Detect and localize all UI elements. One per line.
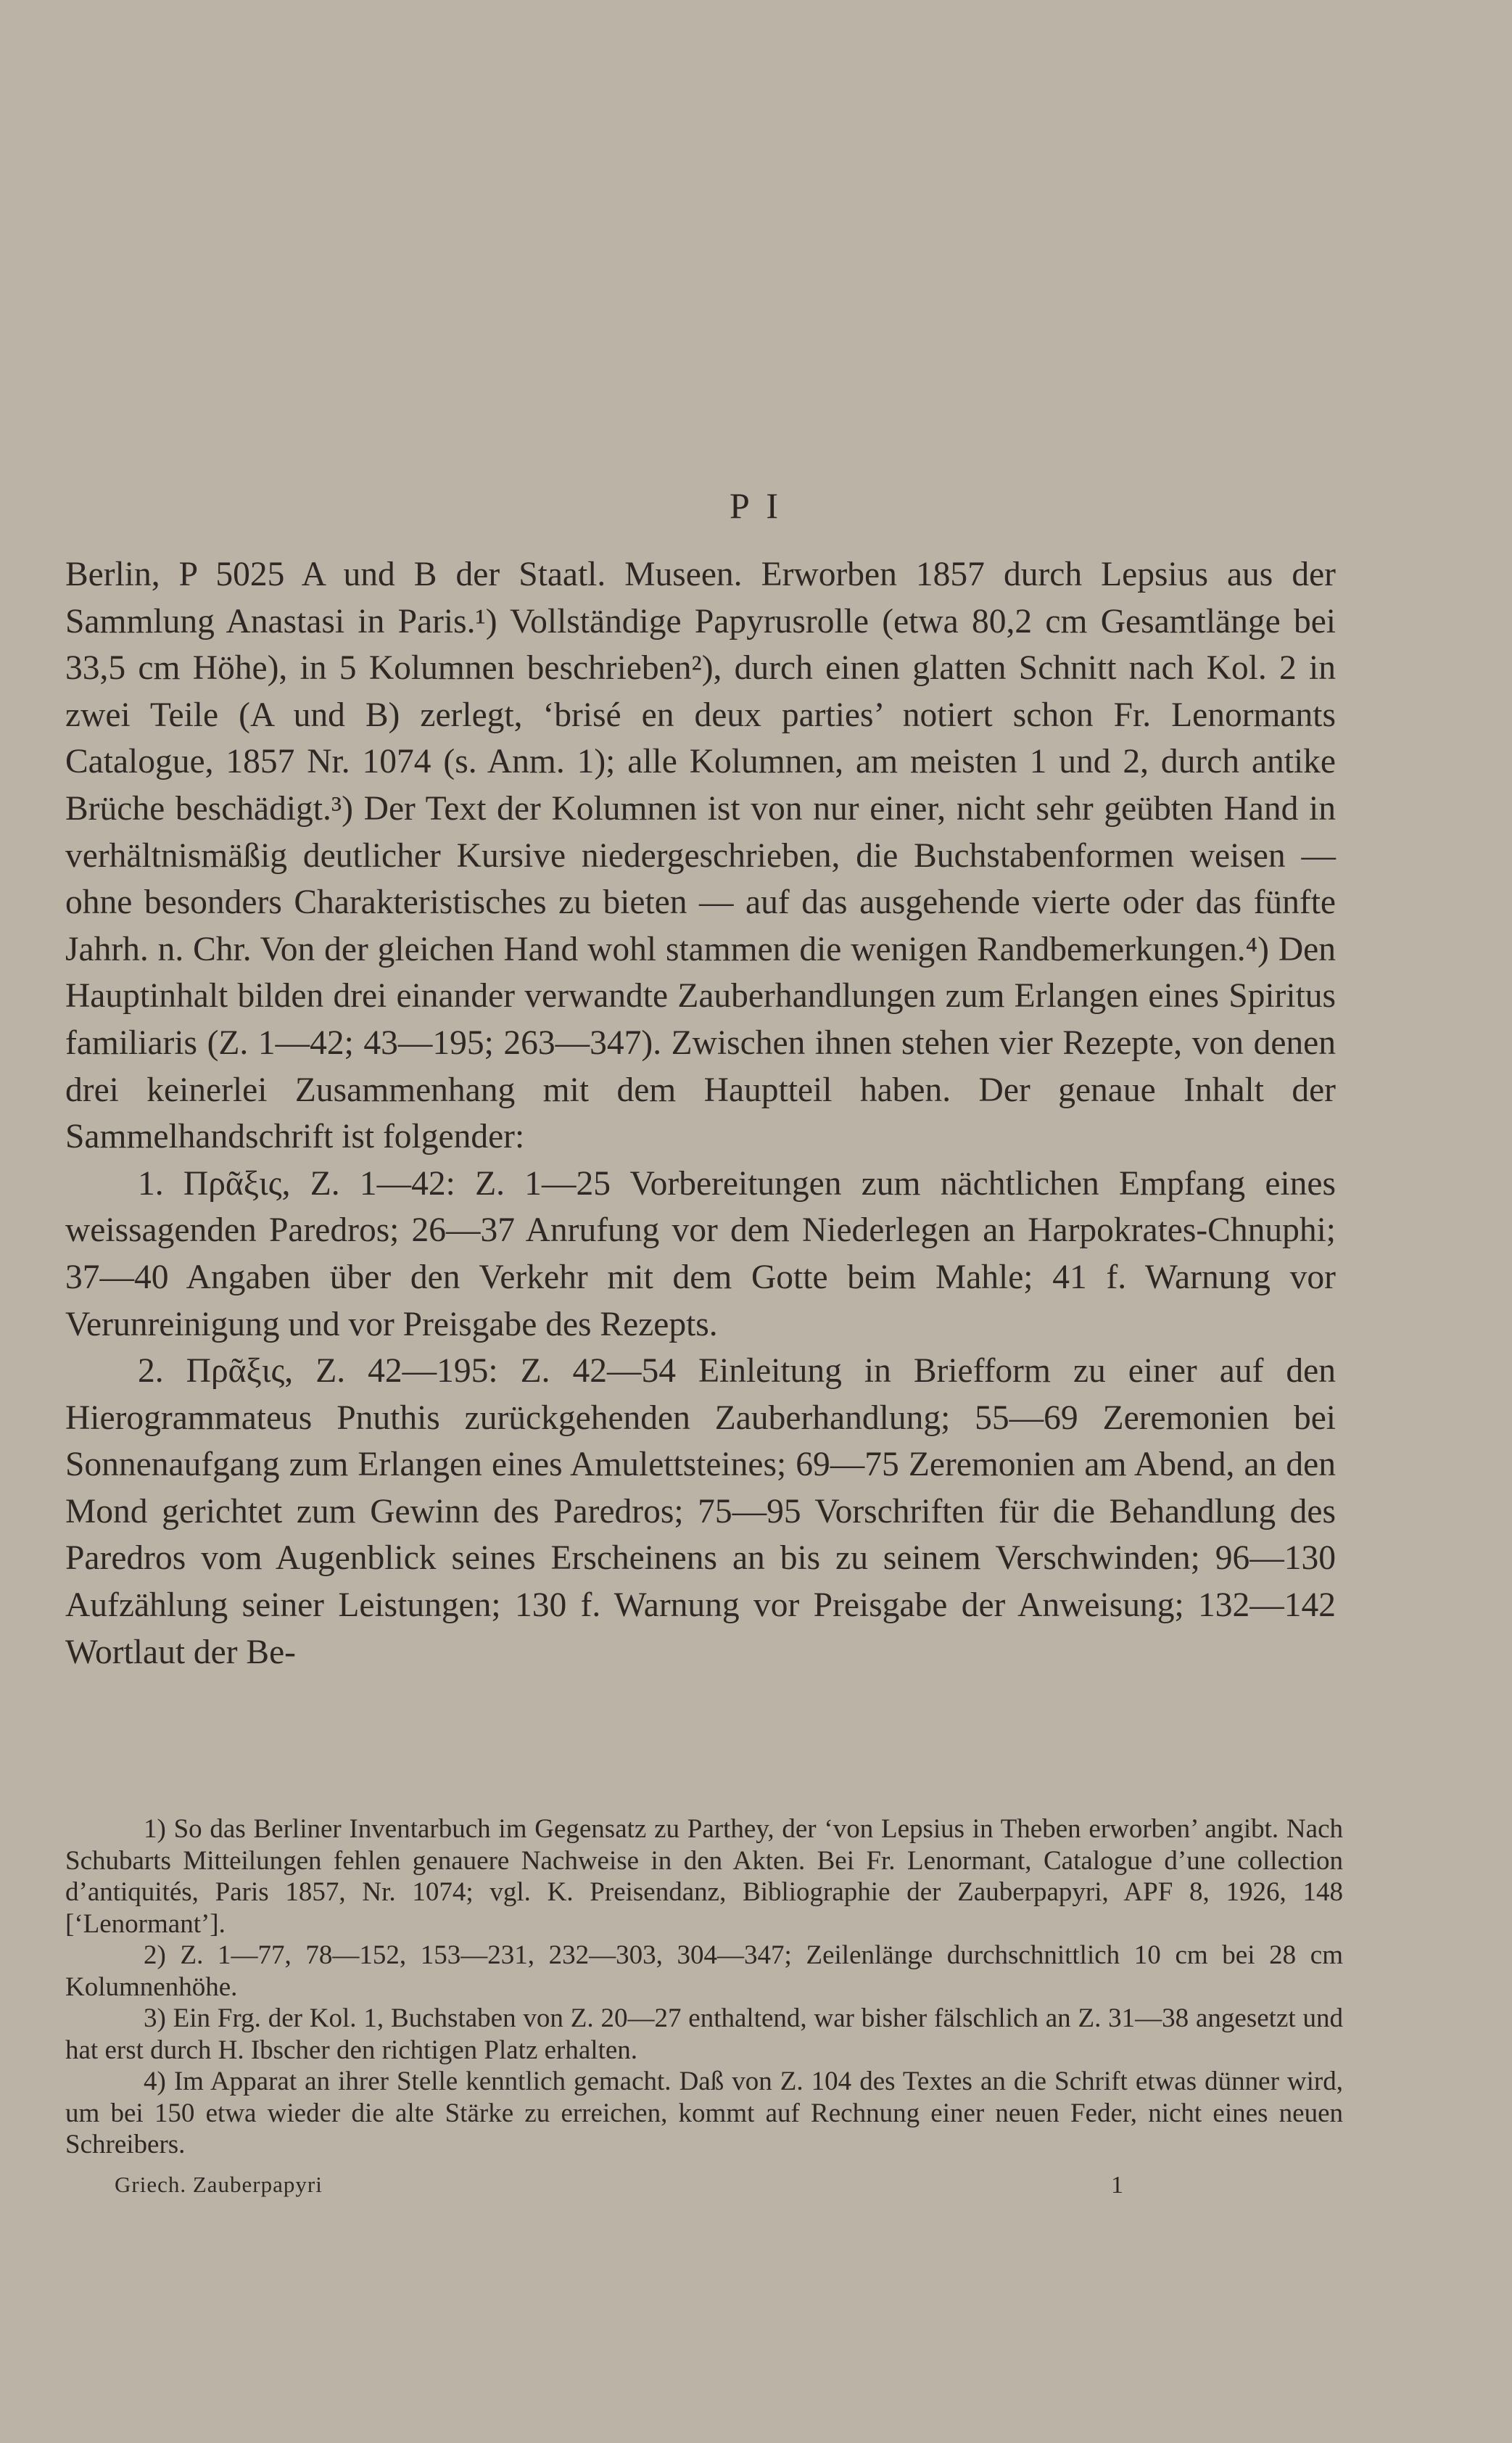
page-heading: P I — [729, 485, 783, 526]
footnote-4: 4) Im Apparat an ihrer Stelle kenntlich gemacht. Daß von Z. 104 des Textes an die Schrift etwas dünner wird, um bei 150 etwa wieder die alte Stärke zu erreichen, kommt auf Rechnung einer neuen Feder, nicht eines neuen Schreibers. — [65, 2067, 1343, 2159]
main-text — [65, 551, 1336, 1676]
footnote-3: 3) Ein Frg. der Kol. 1, Buchstaben von Z. 20—27 enthaltend, war bisher fälschlich an Z. 31—38 angesetzt und hat erst durch H. Ibscher den richtigen Platz erhalten. — [65, 2003, 1343, 2065]
signature-mark: Griech. Zauberpapyri — [115, 2172, 323, 2197]
sheet-number: 1 — [1111, 2172, 1123, 2199]
section-2-paragraph: 2. Πρᾶξις, Z. 42—195: Z. 42—54 Einleitung in Briefform zu einer auf den Hierogrammateus Pnuthis zurückgehenden Zauberhandlung; 55—69 Zeremonien bei Sonnenaufgang zum Erlangen eines Amulettsteines; 69—75 Zeremonien am Abend, an den Mond gerichtet zum Gewinn des Paredros; 75—95 Vorschriften für die Behandlung des Paredros vom Augenblick seines Erscheinens an bis zu seinem Verschwinden; 96—130 Aufzählung seiner Leistungen; 130 f. Warnung vor Preisgabe der Anweisung; 132—142 Wortlaut der Be- — [65, 1352, 1336, 1671]
footnote-2: 2) Z. 1—77, 78—152, 153—231, 232—303, 304—347; Zeilenlänge durchschnittlich 10 cm bei 28 cm Kolumnenhöhe. — [65, 1940, 1343, 2002]
intro-paragraph: Berlin, P 5025 A und B der Staatl. Museen. Erworben 1857 durch Lepsius aus der Sammlung Anastasi in Paris.¹) Vollständige Papyrusrolle (etwa 80,2 cm Gesamtlänge bei 33,5 cm Höhe), in 5 Kolumnen beschrieben²), durch einen glatten Schnitt nach Kol. 2 in zwei Teile (A und B) zerlegt, ‘brisé en deux parties’ notiert schon Fr. Lenormants Catalogue, 1857 Nr. 1074 (s. Anm. 1); alle Kolumnen, am meisten 1 und 2, durch antike Brüche beschädigt.³) Der Text der Kolumnen ist von nur einer, nicht sehr geübten Hand in verhältnismäßig deutlicher Kursive niedergeschrieben, die Buchstabenformen weisen — ohne besonders Charakteristisches zu bieten — auf das ausgehende vierte oder das fünfte Jahrh. n. Chr. Von der gleichen Hand wohl stammen die wenigen Randbemerkungen.⁴) Den Hauptinhalt bilden drei einander verwandte Zauberhandlungen zum Erlangen eines Spiritus familiaris (Z. 1—42; 43—195; 263—347). Zwischen ihnen stehen vier Rezepte, von denen drei keinerlei Zusammenhang mit dem Hauptteil haben. Der genaue Inhalt der Sammelhandschrift ist folgender: — [65, 556, 1336, 1156]
section-1-paragraph: 1. Πρᾶξις, Z. 1—42: Z. 1—25 Vorbereitungen zum nächtlichen Empfang eines weissagenden Paredros; 26—37 Anrufung vor dem Niederlegen an Harpokrates-Chnuphi; 37—40 Angaben über den Verkehr mit dem Gotte beim Mahle; 41 f. Warnung vor Verunreinigung und vor Preisgabe des Rezepts. — [65, 1164, 1336, 1343]
footnote-1: 1) So das Berliner Inventarbuch im Gegensatz zu Parthey, der ‘von Lepsius in Theben erworben’ angibt. Nach Schubarts Mitteilungen fehlen genauere Nachweise in den Akten. Bei Fr. Lenormant, Catalogue d’une collection d’antiquités, Paris 1857, Nr. 1074; vgl. K. Preisendanz, Bibliographie der Zauberpapyri, APF 8, 1926, 148 [‘Lenormant’]. — [65, 1814, 1343, 1939]
footnotes — [65, 1813, 1343, 2161]
